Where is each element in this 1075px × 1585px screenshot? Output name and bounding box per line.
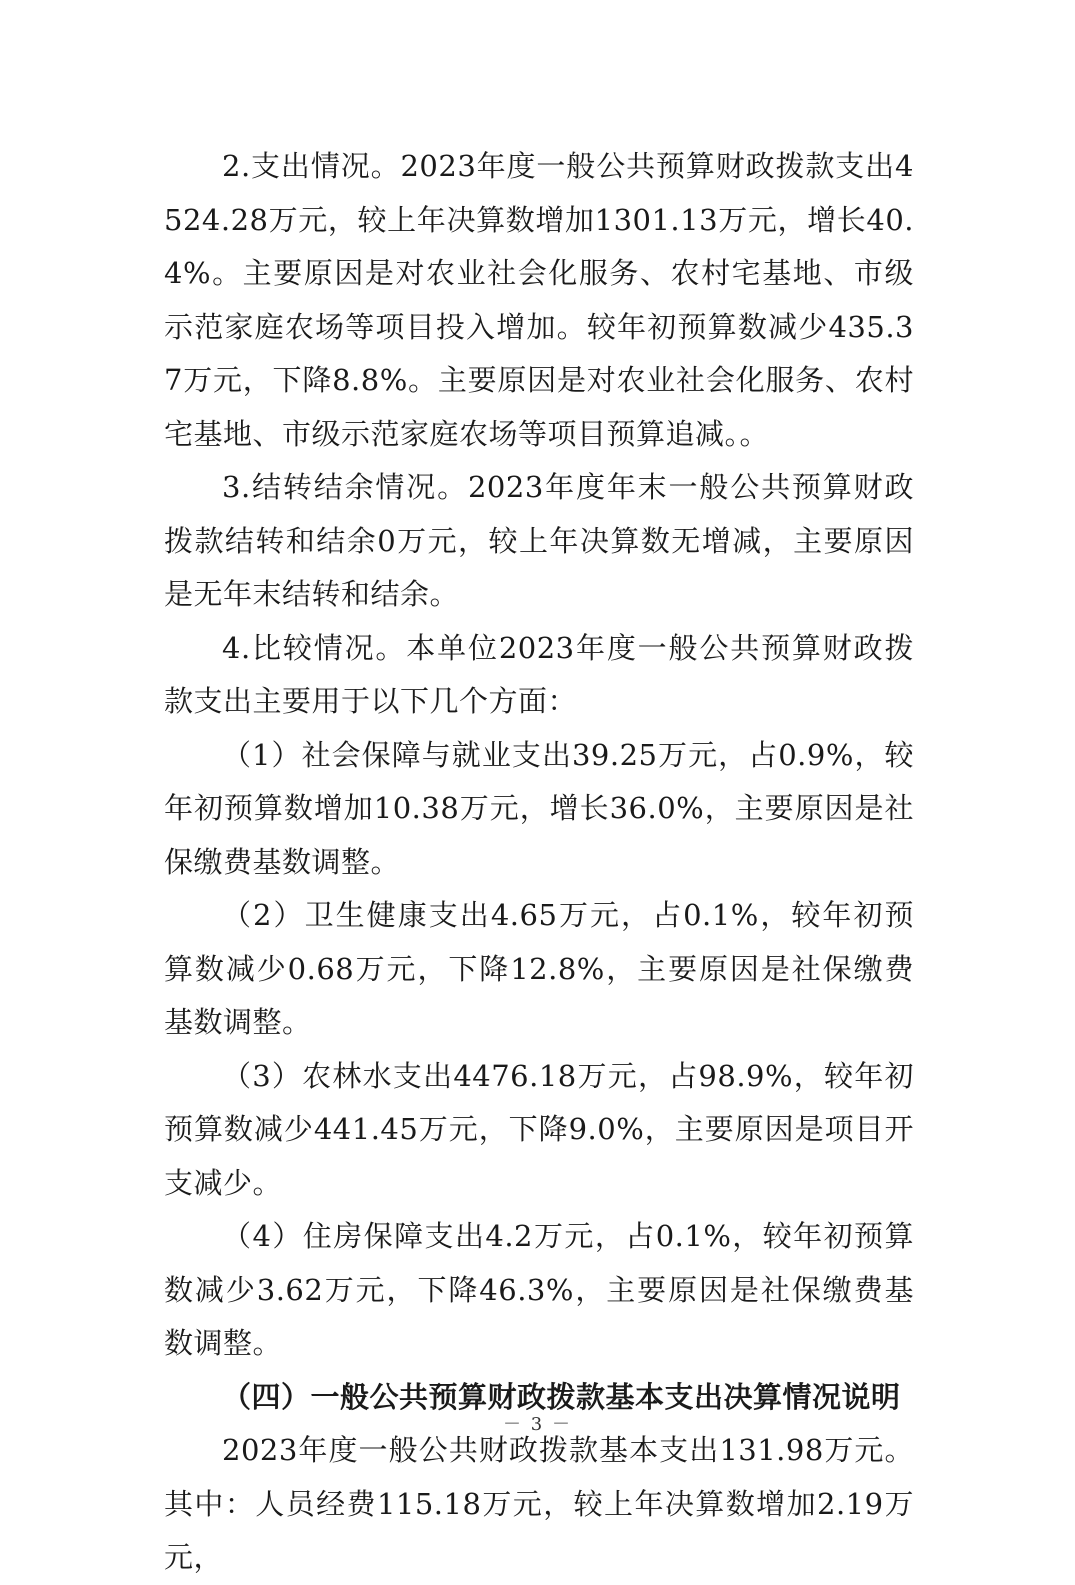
- paragraph-item-social-security: （1）社会保障与就业支出39.25万元，占0.9%，较年初预算数增加10.38万元，增长36.0%，主要原因是社保缴费基数调整。: [164, 737, 914, 879]
- paragraph-carryover: 3.结转结余情况。2023年度年末一般公共预算财政拨款结转和结余0万元，较上年决算数无增减，主要原因是无年末结转和结余。: [164, 470, 914, 611]
- paragraph-comparison: 4.比较情况。本单位2023年度一般公共预算财政拨款支出主要用于以下几个方面：: [164, 630, 914, 718]
- paragraph-item-housing: （4）住房保障支出4.2万元，占0.1%，较年初预算数减少3.62万元，下降46.3%，主要原因是社保缴费基数调整。: [164, 1219, 914, 1360]
- paragraph-expenditure: 2.支出情况。2023年度一般公共预算财政拨款支出4524.28万元，较上年决算数增加1301.13万元，增长40.4%。主要原因是对农业社会化服务、农村宅基地、市级示范家庭农场等项目投入增加。较年初预算数减少435.37万元，下降8.8%。主要原因是对农业社会化服务、农村宅基地、市级示范家庭农场等项目预算追减。。: [164, 149, 914, 451]
- page-number: － 3 －: [503, 1414, 572, 1435]
- section-heading-basic-expenditure: （四）一般公共预算财政拨款基本支出决算情况说明: [222, 1379, 901, 1414]
- document-body: [164, 140, 914, 1585]
- paragraph-item-health: （2）卫生健康支出4.65万元，占0.1%，较年初预算数减少0.68万元，下降12.8%，主要原因是社保缴费基数调整。: [164, 898, 914, 1039]
- paragraph-basic-expenditure: 2023年度一般公共财政拨款基本支出131.98万元。其中：人员经费115.18万元，较上年决算数增加2.19万元，: [164, 1433, 914, 1574]
- paragraph-item-agriculture: （3）农林水支出4476.18万元，占98.9%，较年初预算数减少441.45万元，下降9.0%，主要原因是项目开支减少。: [164, 1058, 914, 1200]
